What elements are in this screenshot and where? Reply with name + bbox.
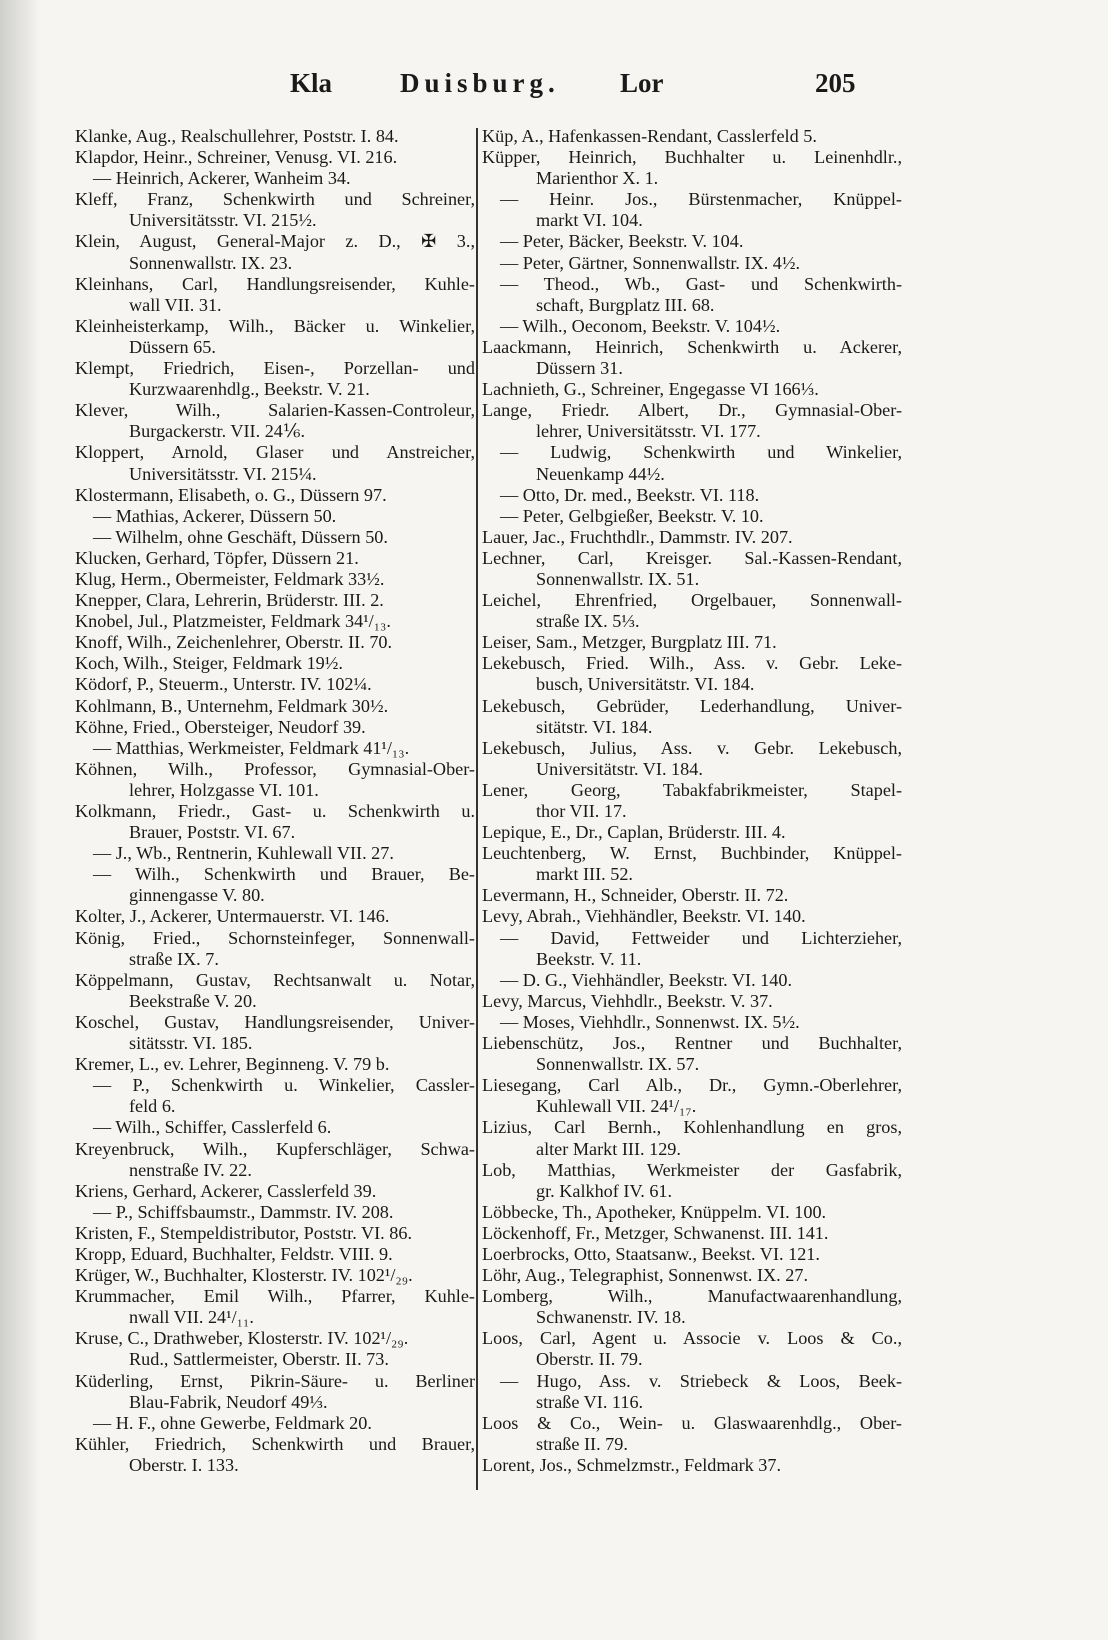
directory-entry-line: Lekebusch, Gebrüder, Lederhandlung, Univer- (482, 695, 902, 716)
entry-continuation-line: Beekstr. V. 11. (536, 948, 642, 969)
entry-continuation-line: Universitätstr. VI. 184. (536, 758, 703, 779)
entry-continuation-line: straße VI. 116. (536, 1391, 644, 1412)
directory-entry-line: Lob, Matthias, Werkmeister der Gasfabrik, (482, 1159, 902, 1180)
directory-entry-line: Kloppert, Arnold, Glaser und Anstreicher, (75, 442, 475, 463)
entry-continuation-line: lehrer, Holzgasse VI. 101. (129, 779, 319, 800)
directory-entry-line: — H. F., ohne Gewerbe, Feldmark 20. (93, 1412, 372, 1433)
entry-continuation-line: Kuhlewall VII. 24¹/₁₇. (536, 1096, 697, 1117)
directory-entry-line: — Mathias, Ackerer, Düssern 50. (93, 505, 337, 526)
directory-entry-line: Kohlmann, B., Unternehm, Feldmark 30½. (75, 695, 389, 716)
entry-continuation-line: Düssern 31. (536, 358, 623, 379)
directory-entry-line: Kleff, Franz, Schenkwirth und Schreiner, (75, 189, 475, 210)
directory-entry-line: Kleinheisterkamp, Wilh., Bäcker u. Winkelier, (75, 315, 475, 336)
directory-entry-line: Löckenhoff, Fr., Metzger, Schwanenst. III. 141. (482, 1222, 829, 1243)
directory-entry-line: Lauer, Jac., Fruchthdlr., Dammstr. IV. 207. (482, 526, 793, 547)
entry-continuation-line: Düssern 65. (129, 336, 216, 357)
entry-continuation-line: Beekstraße V. 20. (129, 990, 257, 1011)
directory-entry-line: Köppelmann, Gustav, Rechtsanwalt u. Notar, (75, 969, 475, 990)
directory-entry-line: Loos & Co., Wein- u. Glaswaarenhdlg., Ober- (482, 1412, 902, 1433)
directory-entry-line: Küderling, Ernst, Pikrin-Säure- u. Berliner (75, 1370, 475, 1391)
directory-entry-line: Lomberg, Wilh., Manufactwaarenhandlung, (482, 1286, 902, 1307)
directory-entry-line: Koschel, Gustav, Handlungsreisender, Univer- (75, 1011, 475, 1032)
entry-continuation-line: schaft, Burgplatz III. 68. (536, 294, 715, 315)
entry-continuation-line: Burgackerstr. VII. 24⅙. (129, 421, 306, 442)
entry-continuation-line: gr. Kalkhof IV. 61. (536, 1180, 673, 1201)
entry-continuation-line: Sonnenwallstr. IX. 51. (536, 568, 700, 589)
directory-entry-line: Klever, Wilh., Salarien-Kassen-Controleur, (75, 400, 475, 421)
directory-entry-line: Kriens, Gerhard, Ackerer, Casslerfeld 39. (75, 1180, 377, 1201)
directory-entry-line: Levy, Abrah., Viehhändler, Beekstr. VI. 140. (482, 906, 806, 927)
directory-entry-line: Lange, Friedr. Albert, Dr., Gymnasial-Ober- (482, 400, 902, 421)
directory-entry-line: Kolter, J., Ackerer, Untermauerstr. VI. 146. (75, 906, 390, 927)
entry-continuation-line: Schwanenstr. IV. 18. (536, 1307, 686, 1328)
directory-entry-line: — Peter, Gärtner, Sonnenwallstr. IX. 4½. (500, 252, 801, 273)
directory-entry-line: — J., Wb., Rentnerin, Kuhlewall VII. 27. (93, 843, 394, 864)
entry-continuation-line: markt VI. 104. (536, 210, 643, 231)
entry-continuation-line: alter Markt III. 129. (536, 1138, 681, 1159)
directory-entry-line: Laackmann, Heinrich, Schenkwirth u. Ackerer, (482, 336, 902, 357)
directory-entry-line: Ködorf, P., Steuerm., Unterstr. IV. 102¼. (75, 674, 372, 695)
directory-entry-line: Leiser, Sam., Metzger, Burgplatz III. 71. (482, 632, 777, 653)
directory-entry-line: Kreyenbruck, Wilh., Kupferschläger, Schwa- (75, 1138, 475, 1159)
directory-entry-line: — Wilh., Schiffer, Casslerfeld 6. (93, 1117, 332, 1138)
directory-entry-line: Küp, A., Hafenkassen-Rendant, Casslerfeld 5. (482, 126, 817, 146)
directory-entry-line: Lekebusch, Fried. Wilh., Ass. v. Gebr. Leke- (482, 653, 902, 674)
directory-entry-line: Lizius, Carl Bernh., Kohlenhandlung en gros, (482, 1117, 902, 1138)
entry-continuation-line: straße IX. 5⅓. (536, 611, 640, 632)
entry-continuation-line: Kurzwaarenhdlg., Beekstr. V. 21. (129, 379, 370, 400)
directory-entry-line: Knobel, Jul., Platzmeister, Feldmark 34¹/₁₃. (75, 611, 391, 632)
entry-continuation-line: Neuenkamp 44½. (536, 463, 665, 484)
directory-entry-line: — Matthias, Werkmeister, Feldmark 41¹/₁₃. (93, 737, 410, 758)
entry-continuation-line: nenstraße IV. 22. (129, 1159, 252, 1180)
directory-entry-line: — D. G., Viehhändler, Beekstr. VI. 140. (500, 969, 793, 990)
directory-entry-line: Klanke, Aug., Realschullehrer, Poststr. I. 84. (75, 126, 399, 146)
entry-continuation-line: busch, Universitätstr. VI. 184. (536, 674, 755, 695)
directory-entry-line: Klug, Herm., Obermeister, Feldmark 33½. (75, 568, 385, 589)
directory-entry-line: Kruse, C., Drathweber, Klosterstr. IV. 102¹/₂₉. (75, 1328, 409, 1349)
directory-entry-line: — Moses, Viehhdlr., Sonnenwst. IX. 5½. (500, 1011, 800, 1032)
directory-entry-line: Levy, Marcus, Viehhdlr., Beekstr. V. 37. (482, 990, 773, 1011)
directory-entry-line: Lechner, Carl, Kreisger. Sal.-Kassen-Rendant, (482, 547, 902, 568)
entry-continuation-line: straße IX. 7. (129, 948, 219, 969)
directory-entry-line: Kristen, F., Stempeldistributor, Poststr. VI. 86. (75, 1222, 412, 1243)
directory-entry-line: Köhnen, Wilh., Professor, Gymnasial-Ober- (75, 758, 475, 779)
entry-continuation-line: wall VII. 31. (129, 294, 222, 315)
directory-entry-line: Knoff, Wilh., Zeichenlehrer, Oberstr. II. 70. (75, 632, 393, 653)
entry-continuation-line: ginnengasse V. 80. (129, 885, 265, 906)
directory-entry-line: Koch, Wilh., Steiger, Feldmark 19½. (75, 653, 343, 674)
directory-entry-line: — David, Fettweider und Lichterzieher, (500, 927, 902, 948)
directory-entry-line: Levermann, H., Schneider, Oberstr. II. 72. (482, 885, 789, 906)
entry-continuation-line: Universitätsstr. VI. 215¼. (129, 463, 317, 484)
directory-entry-line: Liebenschütz, Jos., Rentner und Buchhalter, (482, 1033, 902, 1054)
directory-entry-line: Leuchtenberg, W. Ernst, Buchbinder, Knüppel- (482, 843, 902, 864)
directory-entry-line: Löbbecke, Th., Apotheker, Knüppelm. VI. 100. (482, 1201, 827, 1222)
entry-continuation-line: sitätsstr. VI. 185. (129, 1033, 253, 1054)
directory-entry-line: Liesegang, Carl Alb., Dr., Gymn.-Oberlehrer, (482, 1075, 902, 1096)
entry-continuation-line: Brauer, Poststr. VI. 67. (129, 822, 296, 843)
entry-continuation-line: Sonnenwallstr. IX. 57. (536, 1054, 700, 1075)
directory-entry-line: Klucken, Gerhard, Töpfer, Düssern 21. (75, 547, 359, 568)
page-number: 205 (815, 68, 856, 98)
directory-entry-line: Leichel, Ehrenfried, Orgelbauer, Sonnenwall- (482, 590, 902, 611)
directory-entry-line: Köhne, Fried., Obersteiger, Neudorf 39. (75, 716, 366, 737)
directory-entry-line: Löhr, Aug., Telegraphist, Sonnenwst. IX. 27. (482, 1265, 809, 1286)
directory-entry-line: Küpper, Heinrich, Buchhalter u. Leinenhdlr., (482, 147, 902, 168)
directory-entry-line: — P., Schenkwirth u. Winkelier, Cassler- (93, 1075, 475, 1096)
directory-entry-line: Loos, Carl, Agent u. Associe v. Loos & Co., (482, 1328, 902, 1349)
directory-entry-line: Klein, August, General-Major z. D., ✠ 3., (75, 231, 475, 252)
entry-continuation-line: feld 6. (129, 1096, 176, 1117)
scan-edge (0, 0, 40, 1640)
directory-entry-line: Krummacher, Emil Wilh., Pfarrer, Kuhle- (75, 1286, 475, 1307)
entry-continuation-line: lehrer, Universitätsstr. VI. 177. (536, 421, 761, 442)
header-left-key: Kla (290, 68, 333, 98)
entry-continuation-line: Universitätsstr. VI. 215½. (129, 210, 317, 231)
header-title: Duisburg. (400, 68, 560, 98)
directory-entry-line: Klempt, Friedrich, Eisen-, Porzellan- und (75, 358, 475, 379)
column-divider (476, 128, 478, 1490)
directory-entry-line: Lorent, Jos., Schmelzmstr., Feldmark 37. (482, 1454, 782, 1475)
directory-entry-line: Kremer, L., ev. Lehrer, Beginneng. V. 79 b. (75, 1054, 390, 1075)
directory-entry-line: — Hugo, Ass. v. Striebeck & Loos, Beek- (500, 1370, 902, 1391)
directory-entry-line: — Heinrich, Ackerer, Wanheim 34. (93, 168, 351, 189)
directory-entry-line: Kropp, Eduard, Buchhalter, Feldstr. VIII. 9. (75, 1243, 393, 1264)
directory-entry-line: Krüger, W., Buchhalter, Klosterstr. IV. 102¹/₂₉. (75, 1265, 413, 1286)
directory-entry-line: — Heinr. Jos., Bürstenmacher, Knüppel- (500, 189, 902, 210)
entry-continuation-line: thor VII. 17. (536, 801, 627, 821)
entry-continuation-line: Oberstr. I. 133. (129, 1454, 239, 1475)
directory-entry-line: — Theod., Wb., Gast- und Schenkwirth- (500, 273, 902, 294)
directory-entry-line: Klapdor, Heinr., Schreiner, Venusg. VI. 216. (75, 147, 398, 168)
directory-entry-line: Kleinhans, Carl, Handlungsreisender, Kuhle- (75, 273, 475, 294)
entry-continuation-line: Blau-Fabrik, Neudorf 49⅓. (129, 1391, 328, 1412)
directory-entry-line: — Peter, Gelbgießer, Beekstr. V. 10. (500, 505, 764, 526)
entry-continuation-line: Marienthor X. 1. (536, 168, 659, 189)
entry-continuation-line: straße II. 79. (536, 1433, 628, 1454)
entry-continuation-line: Oberstr. II. 79. (536, 1349, 643, 1370)
directory-entry-line: König, Fried., Schornsteinfeger, Sonnenwall- (75, 927, 475, 948)
entry-continuation-line: nwall VII. 24¹/₁₁. (129, 1307, 254, 1328)
directory-entry-line: — Otto, Dr. med., Beekstr. VI. 118. (500, 484, 760, 505)
header-right-key: Lor (620, 68, 664, 98)
directory-entry-line: Kühler, Friedrich, Schenkwirth und Brauer, (75, 1433, 475, 1454)
directory-entry-line: Lekebusch, Julius, Ass. v. Gebr. Lekebusch, (482, 737, 902, 758)
directory-entry-line: Lachnieth, G., Schreiner, Engegasse VI 166⅓. (482, 379, 819, 400)
directory-entry-line: Knepper, Clara, Lehrerin, Brüderstr. III. 2. (75, 590, 384, 611)
entry-continuation-line: Sonnenwallstr. IX. 23. (129, 252, 293, 273)
left-column (75, 126, 475, 1476)
directory-entry-line: — Peter, Bäcker, Beekstr. V. 104. (500, 231, 744, 252)
directory-entry-line: — Wilhelm, ohne Geschäft, Düssern 50. (93, 526, 388, 547)
directory-entry-line: — Wilh., Oeconom, Beekstr. V. 104½. (500, 315, 781, 336)
directory-entry-line: Loerbrocks, Otto, Staatsanw., Beekst. VI. 121. (482, 1243, 820, 1264)
directory-entry-line: — Ludwig, Schenkwirth und Winkelier, (500, 442, 902, 463)
directory-entry-line: Kolkmann, Friedr., Gast- u. Schenkwirth u. (75, 801, 475, 821)
directory-entry-line: — P., Schiffsbaumstr., Dammstr. IV. 208. (93, 1201, 394, 1222)
directory-entry-line: Klostermann, Elisabeth, o. G., Düssern 97. (75, 484, 387, 505)
entry-continuation-line: Rud., Sattlermeister, Oberstr. II. 73. (129, 1349, 389, 1370)
entry-continuation-line: markt III. 52. (536, 864, 633, 885)
directory-entry-line: Lepique, E., Dr., Caplan, Brüderstr. III. 4. (482, 822, 786, 843)
directory-entry-line: Lener, Georg, Tabakfabrikmeister, Stapel- (482, 779, 902, 800)
right-column (482, 126, 902, 1476)
directory-entry-line: — Wilh., Schenkwirth und Brauer, Be- (93, 864, 475, 885)
entry-continuation-line: sitätstr. VI. 184. (536, 716, 653, 737)
